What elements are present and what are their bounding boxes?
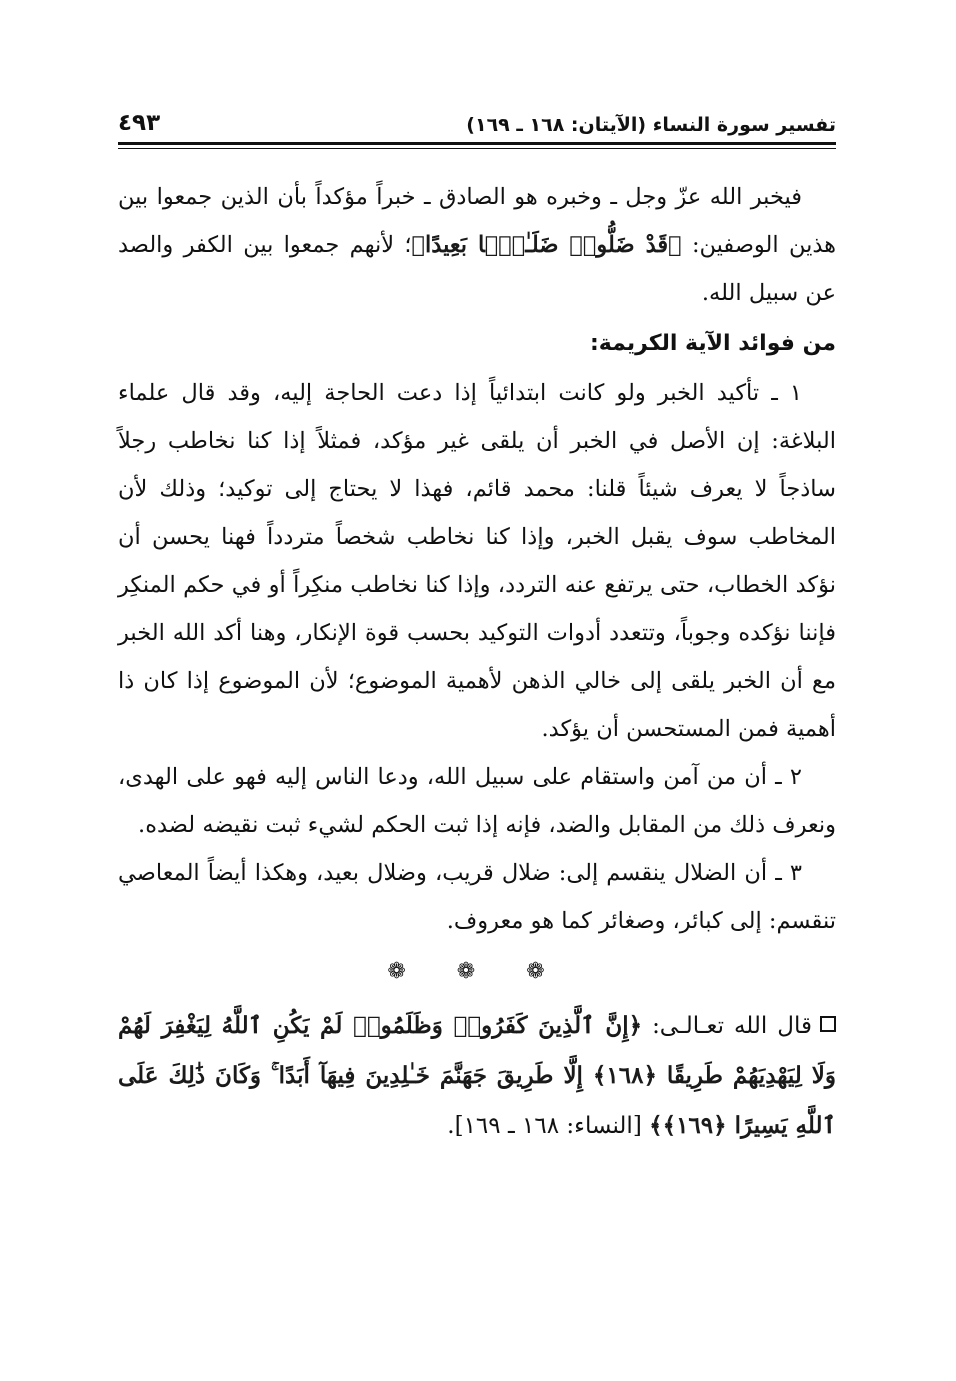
header-rule-thin xyxy=(118,148,836,149)
intro-line-2-post: ؛ xyxy=(404,232,412,258)
page-content xyxy=(118,173,836,1151)
benefit-point-2: ٢ ـ أن من آمن واستقام على سبيل الله، ودعا الناس إليه فهو على الهدى، ونعرف ذلك من المقابل والضد، فإنه إذا ثبت الحكم لشيء ثبت نقيضه لضده. xyxy=(118,764,836,838)
running-title: تفسير سورة النساء (الآيتان: ١٦٨ ـ ١٦٩) xyxy=(466,114,836,136)
intro-line-2-pre: الذين جمعوا بين هذين الوصفين: xyxy=(118,184,837,258)
page-number: ٤٩٣ xyxy=(118,110,161,136)
benefit-point-1: ١ ـ تأكيد الخبر ولو كانت ابتدائياً إذا دعت الحاجة إليه، وقد قال علماء البلاغة: إن الأصل في الخبر أن يلقى غير مؤكد، فمثلاً إذا كنا نخاطب رجلاً ساذجاً لا يعرف شيئاً قلنا: محمد قائم، فهذا لا يحتاج إلى توكيد؛ وذلك لأن المخاطب سوف يقبل الخبر، وإذا كنا نخاطب شخصاً متردداً فهنا يحسن أن نؤكد الخطاب، حتى يرتفع عنه التردد، وإذا كنا نخاطب منكِراً أو في حكم المنكِر فإننا نؤكده وجوباً، وتتعدد أدوات التوكيد بحسب قوة الإنكار، وهنا أكد الله الخبر مع أن الخبر يلقى إلى خالي الذهن لأهمية الموضوع؛ لأن الموضوع إذا كان ذا أهمية فمن المستحسن أن يؤكد. xyxy=(118,380,836,742)
verse-block xyxy=(118,1001,836,1151)
benefit-point-3: ٣ ـ أن الضلال ينقسم إلى: ضلال قريب، وضلال بعيد، وهكذا أيضاً المعاصي تنقسم: إلى كبائر، وصغائر كما هو معروف. xyxy=(118,860,836,934)
intro-line-1: فيخبر الله عزّ وجل ـ وخبره هو الصادق ـ خبراً مؤكداً بأن xyxy=(277,184,803,210)
intro-line-3: لأنهم جمعوا بين الكفر والصد عن سبيل الله. xyxy=(118,232,836,306)
header-rule-thick xyxy=(118,142,836,145)
section-heading: من فوائد الآية الكريمة: xyxy=(589,331,836,356)
page-header xyxy=(118,96,836,140)
quran-quote: ﴿قَدْ ضَلُّوا۟ ضَلَـٰلًۢا بَعِيدًا﴾ xyxy=(411,232,682,258)
intro-paragraph xyxy=(118,173,836,317)
verse-reference: [النساء: ١٦٨ ـ ١٦٩]. xyxy=(447,1113,642,1139)
verse-text: ﴿إِنَّ ٱلَّذِينَ كَفَرُوا۟ وَظَلَمُوا۟ لَمْ يَكُنِ ٱللَّهُ لِيَغْفِرَ لَهُمْ وَلَا لِيَهْدِيَهُمْ طَرِيقًا ﴿١٦٨﴾ إِلَّا طَرِيقَ جَهَنَّمَ خَـٰلِدِينَ فِيهَآ أَبَدًا ۚ وَكَانَ ذَٰلِكَ عَلَى ٱللَّهِ يَسِيرًا ﴿١٦٩﴾﴾ xyxy=(118,1012,836,1139)
book-page xyxy=(118,96,836,1151)
section-separator: ❁ ❁ ❁ xyxy=(387,959,567,984)
square-bullet-icon xyxy=(820,1016,836,1032)
verse-intro: قال الله تعـالـى: xyxy=(652,1013,812,1039)
